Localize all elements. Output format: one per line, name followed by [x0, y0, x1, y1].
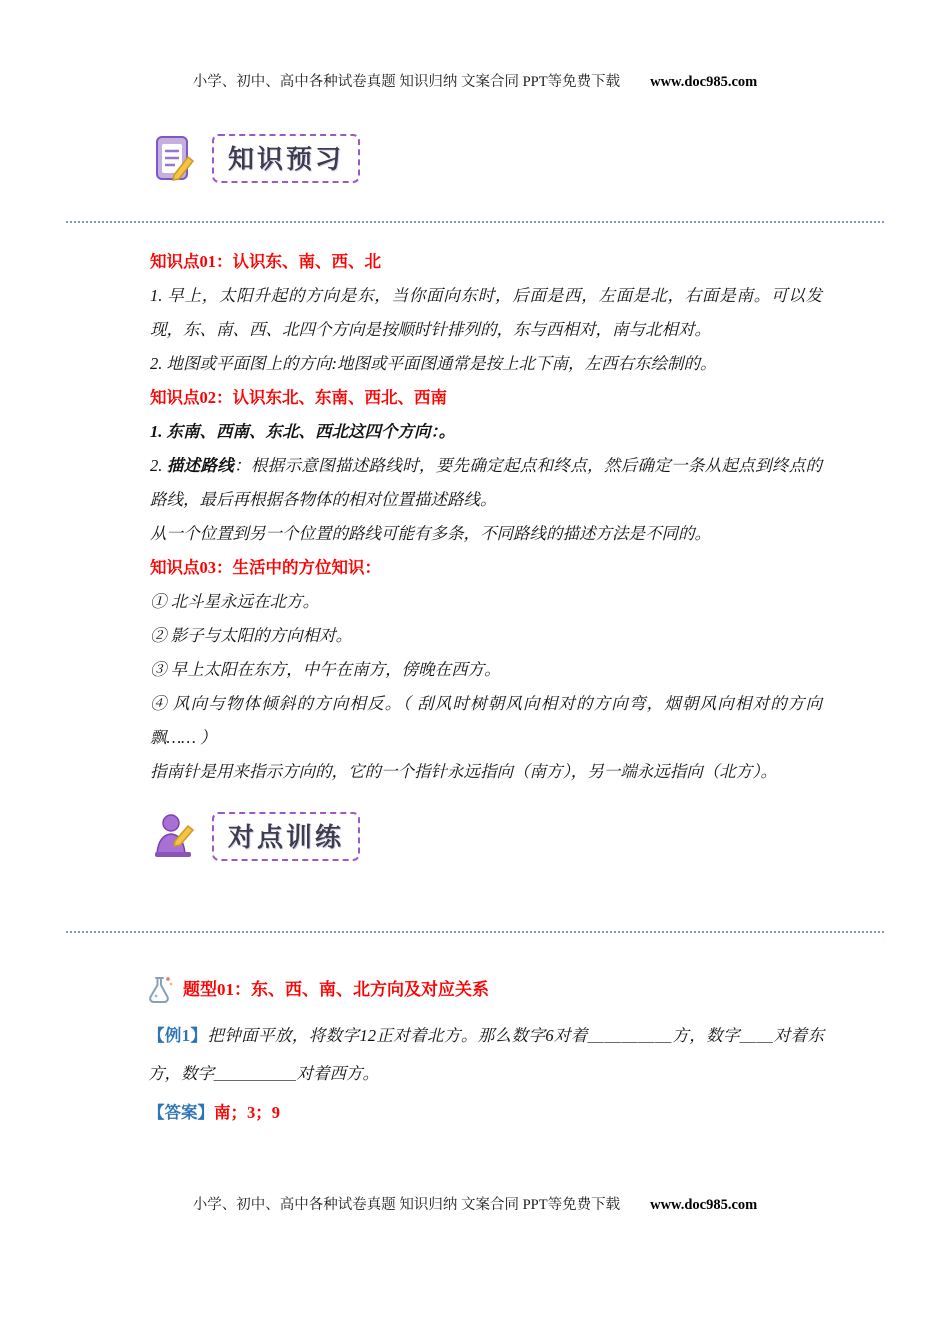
topic01-title: 题型01：东、西、南、北方向及对应关系: [183, 980, 489, 999]
example-1-block: [0, 1013, 950, 1093]
kp03-item-1: ① 北斗星永远在北方。: [150, 592, 320, 611]
header-text: 小学、初中、高中各种试卷真题 知识归纳 文案合同 PPT等免费下载: [192, 74, 621, 90]
kp02-title: 知识点02：认识东北、东南、西北、西南: [150, 388, 447, 407]
knowledge-content: [0, 223, 950, 789]
kp02-p2-bold-term: 描述路线: [166, 456, 235, 475]
kp01-paragraph-2: 2. 地图或平面图上的方向:地图或平面图通常是按上北下南，左西右东绘制的。: [150, 354, 717, 373]
kp03-item-3: ③ 早上太阳在东方，中午在南方，傍晚在西方。: [150, 660, 501, 679]
practice-section-header: [148, 811, 950, 861]
header-url-link[interactable]: www.doc985.com: [650, 74, 758, 90]
flask-icon: [144, 975, 174, 1005]
knowledge-preview-section-header: [148, 133, 950, 183]
kp01-title: 知识点01：认识东、南、西、北: [150, 252, 381, 271]
kp03-compass-paragraph: 指南针是用来指示方向的，它的一个指针永远指向（南方），另一端永远指向（北方）。: [150, 762, 777, 781]
person-writing-icon: [148, 811, 198, 861]
kp02-paragraph-1: 1. 东南、西南、东北、西北这四个方向：。: [150, 422, 456, 441]
footer-url-link[interactable]: www.doc985.com: [650, 1197, 758, 1213]
kp03-item-2: ② 影子与太阳的方向相对。: [150, 626, 353, 645]
kp02-paragraph-2: [150, 449, 822, 517]
kp02-p2-prefix: 2.: [150, 456, 167, 475]
page-footer: [0, 1193, 950, 1344]
example-1-text: 把钟面平放，将数字12正对着北方。那么数字6对着＿＿＿＿＿方，数字＿＿对着东方，数字＿＿＿＿＿对着西方。: [148, 1026, 825, 1083]
topic01-heading: [144, 975, 950, 1005]
kp03-item-4: ④ 风向与物体倾斜的方向相反。（ 刮风时树朝风向相对的方向弯，烟朝风向相对的方向飘…… ）: [150, 694, 822, 747]
notepad-pencil-icon: [148, 133, 198, 183]
dotted-divider-bottom: [66, 931, 884, 933]
kp03-title: 知识点03：生活中的方位知识：: [150, 558, 381, 577]
answer-label: 【答案】: [148, 1103, 214, 1122]
example-1-answer-line: [0, 1093, 950, 1131]
practice-badge: 对点训练: [212, 812, 360, 861]
example-1-label: 【例1】: [148, 1026, 208, 1045]
footer-text: 小学、初中、高中各种试卷真题 知识归纳 文案合同 PPT等免费下载: [192, 1197, 621, 1213]
preview-badge: 知识预习: [212, 134, 360, 183]
page-header: [0, 0, 950, 91]
kp01-paragraph-1: 1. 早上，太阳升起的方向是东，当你面向东时，后面是西，左面是北，右面是南。可以发现，东、南、西、北四个方向是按顺时针排列的，东与西相对，南与北相对。: [150, 286, 822, 339]
kp02-p2-rest: ：根据示意图描述路线时，要先确定起点和终点，然后确定一条从起点到终点的路线，最后再根据各物体的相对位置描述路线。: [150, 456, 823, 509]
answer-text: 南；3；9: [214, 1103, 280, 1122]
kp02-paragraph-3: 从一个位置到另一个位置的路线可能有多条，不同路线的描述方法是不同的。: [150, 524, 711, 543]
